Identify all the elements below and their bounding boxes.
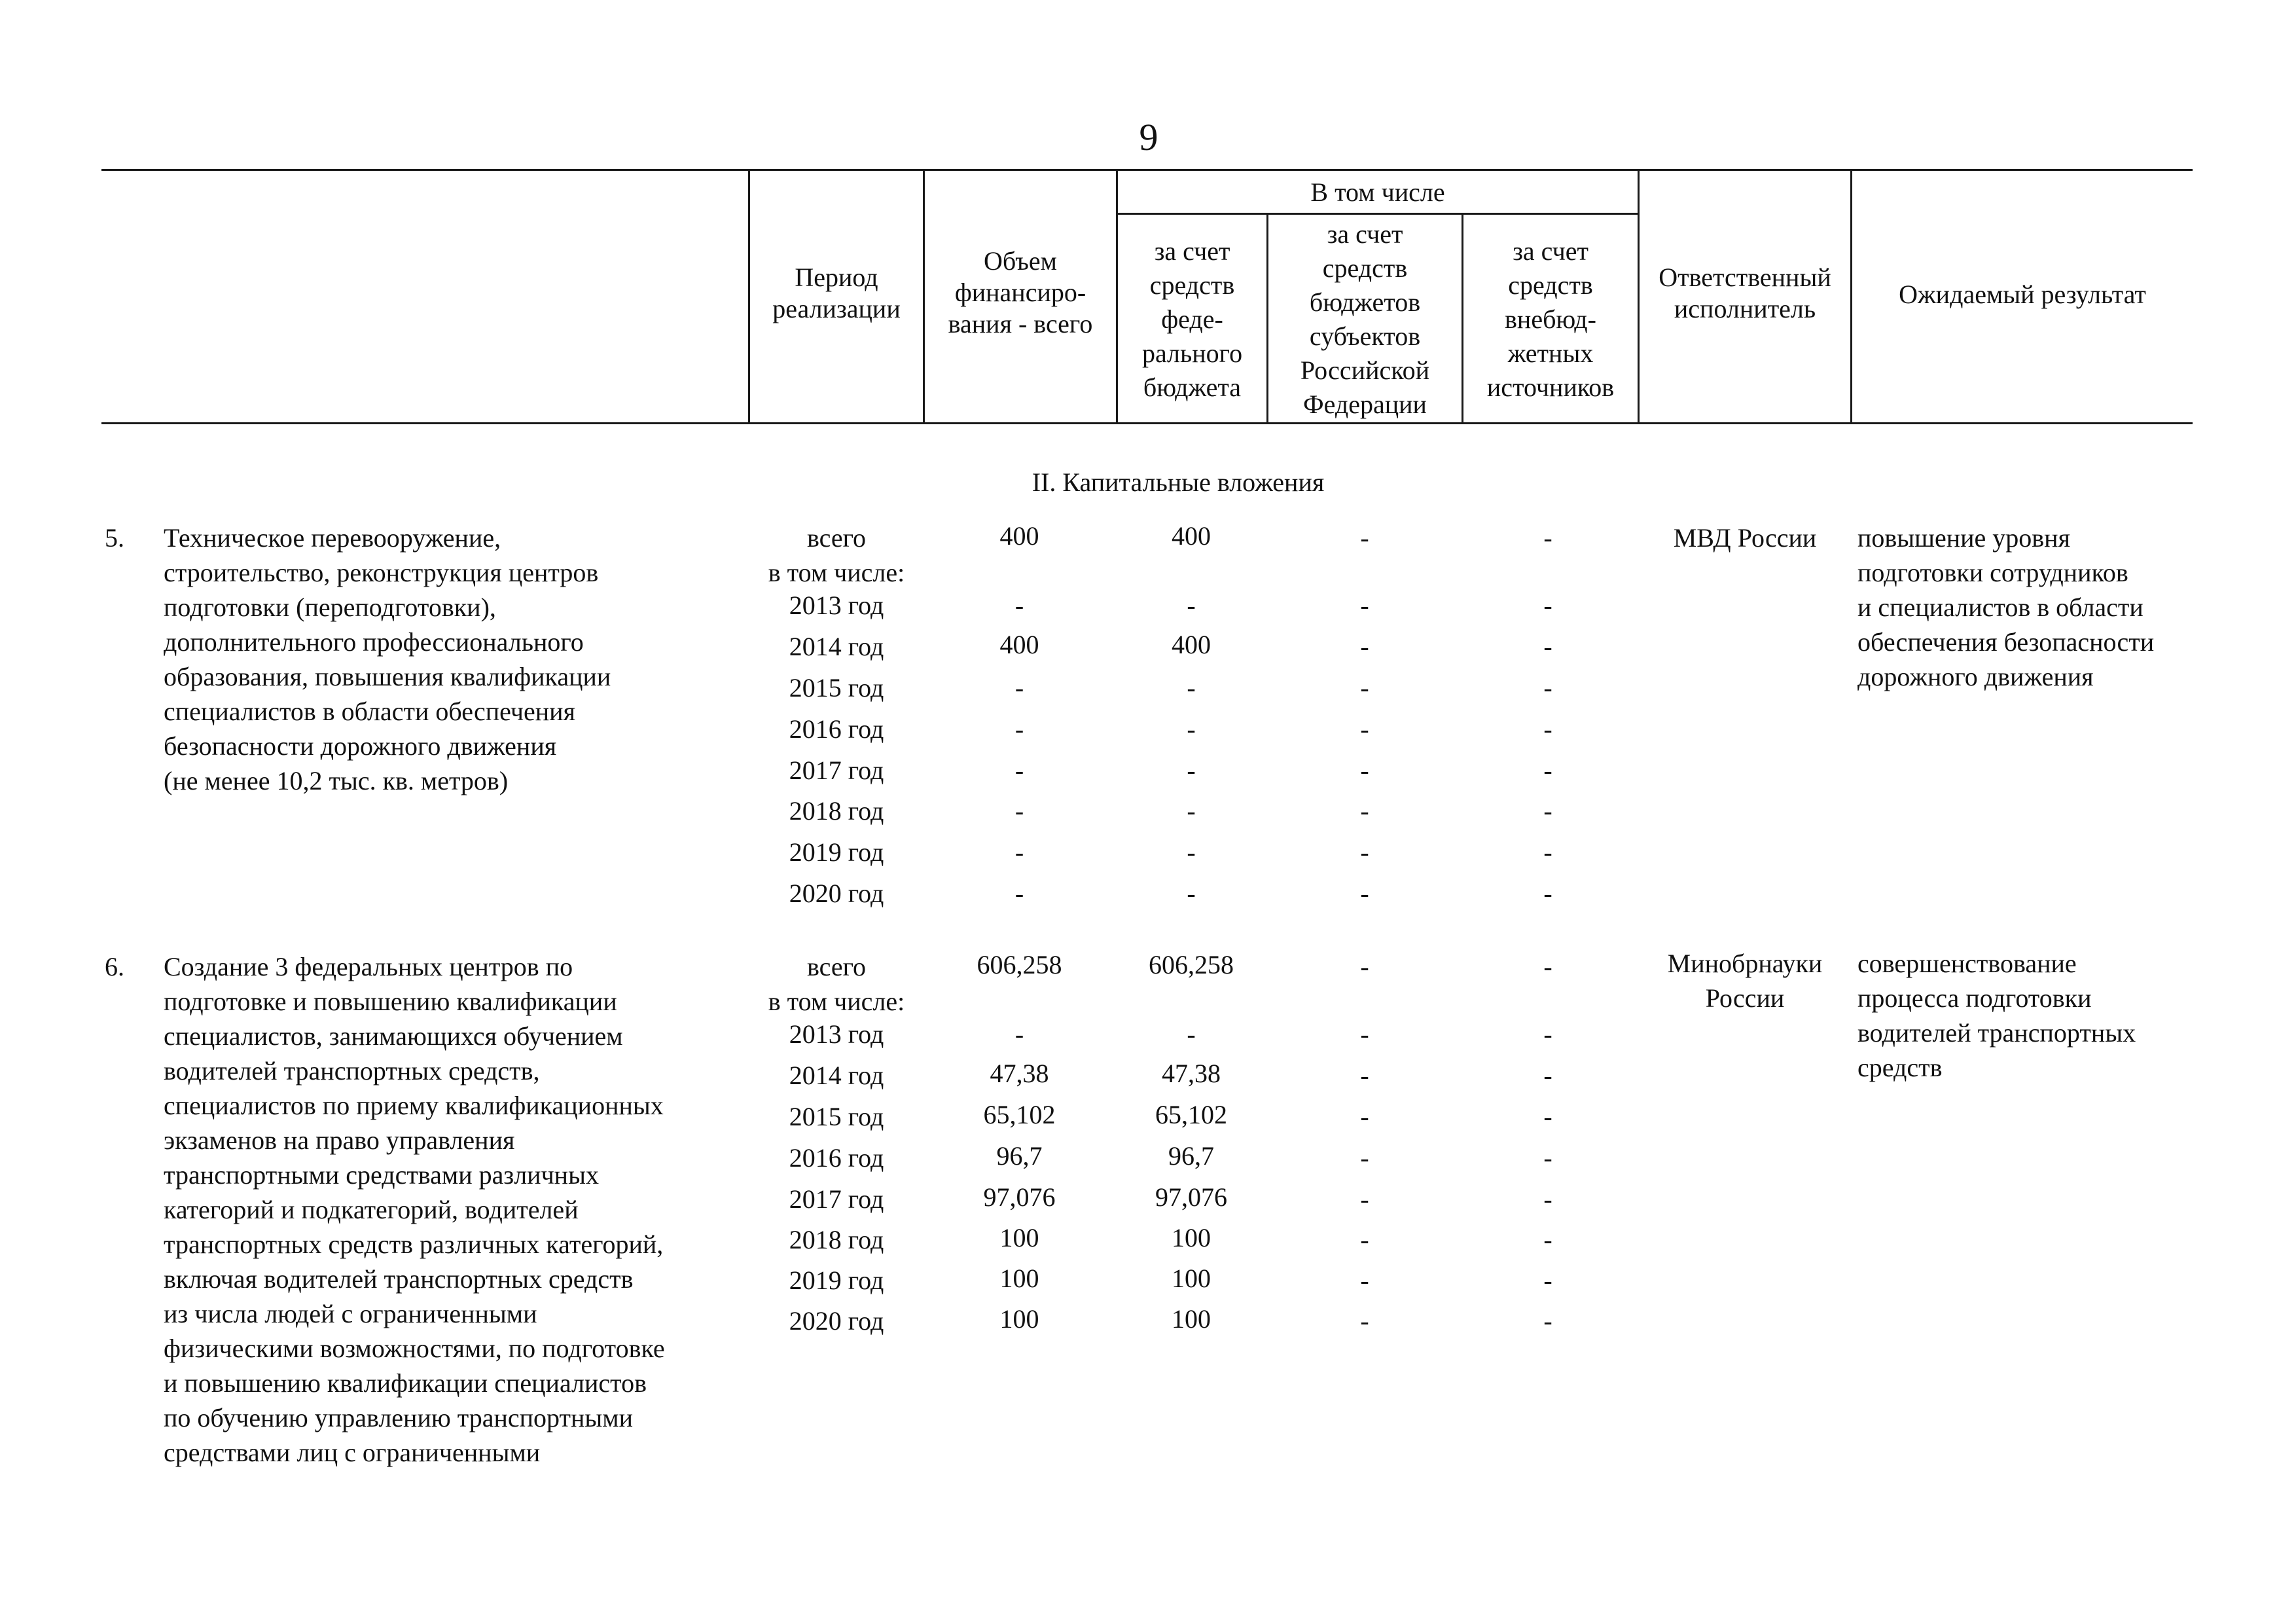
year-volume: 97,076 xyxy=(983,1182,1056,1212)
year-regional: - xyxy=(1360,632,1369,661)
year-label: 2016 год xyxy=(789,714,884,744)
year-extra: - xyxy=(1543,796,1552,826)
year-regional: - xyxy=(1360,1061,1369,1090)
year-regional: - xyxy=(1360,591,1369,620)
year-regional: - xyxy=(1360,837,1369,867)
year-federal: - xyxy=(1187,879,1196,908)
header-extrabudget: за счет средств внебюд- жетных источников xyxy=(1486,236,1615,402)
year-regional: - xyxy=(1360,1184,1369,1214)
year-extra: - xyxy=(1543,673,1552,702)
year-volume: - xyxy=(1014,796,1024,826)
year-label: 2020 год xyxy=(789,879,884,908)
year-volume: - xyxy=(1014,673,1024,702)
year-volume: 96,7 xyxy=(996,1141,1043,1171)
year-volume: - xyxy=(1014,714,1024,744)
period-including: в том числе: xyxy=(768,987,905,1016)
header-volume: Объем финансиро- вания - всего xyxy=(948,246,1093,338)
year-federal: 97,076 xyxy=(1155,1182,1227,1212)
year-federal: 100 xyxy=(1172,1264,1211,1293)
year-volume: 100 xyxy=(999,1223,1039,1252)
header-period: Период реализации xyxy=(772,263,901,323)
year-regional: - xyxy=(1360,673,1369,702)
year-extra: - xyxy=(1543,756,1552,785)
extra-total: - xyxy=(1543,523,1552,553)
year-regional: - xyxy=(1360,1102,1369,1131)
year-regional: - xyxy=(1360,1306,1369,1336)
year-volume: - xyxy=(1014,756,1024,785)
year-label: 2013 год xyxy=(789,591,884,620)
row-description: Техническое перевооружение, строительство, реконструкция центров подготовки (переподготовки), дополнительного профессионального образования, повышения квалификации специалистов в области обеспечения безопасности дорожного движения (не менее 10,2 тыс. кв. метров) xyxy=(164,523,611,795)
header-bottom-rule xyxy=(101,422,2193,424)
row-executor: Минобрнауки России xyxy=(1667,949,1823,1013)
row-description: Создание 3 федеральных центров по подготовке и повышению квалификации специалистов, занимающихся обучением водителей транспортных средств, специалистов по приему квалификационных экзаменов на право управления транспортными средствами различных категорий и подкатегорий, водителей транспортных средств различных категорий, включая водителей транспортных средств из числа людей с ограниченными физическими возможностями, по подготовке и повышению квалификации специалистов по обучению управлению транспортными средствами лиц с ограниченными xyxy=(164,952,665,1467)
header-regional: за счет средств бюджетов субъектов Российской Федерации xyxy=(1300,219,1430,419)
header-executor: Ответственный исполнитель xyxy=(1659,263,1831,323)
year-federal: 47,38 xyxy=(1162,1059,1221,1088)
year-federal: - xyxy=(1187,756,1196,785)
year-label: 2019 год xyxy=(789,837,884,867)
year-label: 2013 год xyxy=(789,1019,884,1049)
volume-total: 606,258 xyxy=(977,950,1062,979)
year-extra: - xyxy=(1543,1266,1552,1295)
header-result: Ожидаемый результат xyxy=(1899,280,2146,309)
row-result: повышение уровня подготовки сотрудников и специалистов в области обеспечения безопасности дорожного движения xyxy=(1857,523,2155,691)
year-federal: 100 xyxy=(1172,1223,1211,1252)
year-federal: - xyxy=(1187,837,1196,867)
header-top-rule xyxy=(101,169,2193,171)
year-extra: - xyxy=(1543,1019,1552,1049)
page-number: 9 xyxy=(1139,116,1158,158)
year-extra: - xyxy=(1543,632,1552,661)
period-total: всего xyxy=(806,523,867,553)
year-federal: - xyxy=(1187,673,1196,702)
year-extra: - xyxy=(1543,1184,1552,1214)
section-title: II. Капитальные вложения xyxy=(1031,467,1325,497)
year-label: 2019 год xyxy=(789,1266,884,1295)
year-regional: - xyxy=(1360,1019,1369,1049)
year-regional: - xyxy=(1360,879,1369,908)
year-volume: 400 xyxy=(999,630,1039,659)
year-label: 2020 год xyxy=(789,1306,884,1336)
year-extra: - xyxy=(1543,1061,1552,1090)
year-federal: - xyxy=(1187,714,1196,744)
year-volume: 47,38 xyxy=(990,1059,1049,1088)
row-executor: МВД России xyxy=(1673,523,1817,553)
year-regional: - xyxy=(1360,1143,1369,1173)
year-label: 2017 год xyxy=(789,756,884,785)
year-label: 2016 год xyxy=(789,1143,884,1173)
year-regional: - xyxy=(1360,714,1369,744)
period-including: в том числе: xyxy=(768,558,905,587)
year-federal: - xyxy=(1187,1019,1196,1049)
regional-total: - xyxy=(1360,952,1369,981)
federal-total: 400 xyxy=(1172,521,1211,551)
year-label: 2017 год xyxy=(789,1184,884,1214)
year-volume: 65,102 xyxy=(983,1100,1056,1129)
year-label: 2014 год xyxy=(789,632,884,661)
header-including: В том числе xyxy=(1310,177,1445,207)
volume-total: 400 xyxy=(999,521,1039,551)
year-volume: - xyxy=(1014,1019,1024,1049)
year-label: 2018 год xyxy=(789,1225,884,1254)
year-label: 2015 год xyxy=(789,673,884,702)
row-number: 5. xyxy=(105,523,124,553)
federal-total: 606,258 xyxy=(1149,950,1234,979)
year-volume: - xyxy=(1014,837,1024,867)
year-federal: 96,7 xyxy=(1168,1141,1214,1171)
row-number: 6. xyxy=(105,952,124,981)
year-label: 2014 год xyxy=(789,1061,884,1090)
year-regional: - xyxy=(1360,756,1369,785)
regional-total: - xyxy=(1360,523,1369,553)
header-federal: за счет средств феде- рального бюджета xyxy=(1141,236,1243,402)
year-volume: - xyxy=(1014,879,1024,908)
year-label: 2015 год xyxy=(789,1102,884,1131)
including-rule xyxy=(1116,213,1640,215)
year-extra: - xyxy=(1543,879,1552,908)
year-federal: 100 xyxy=(1172,1304,1211,1334)
year-extra: - xyxy=(1543,1306,1552,1336)
year-regional: - xyxy=(1360,1225,1369,1254)
year-extra: - xyxy=(1543,714,1552,744)
period-total: всего xyxy=(806,952,867,981)
extra-total: - xyxy=(1543,952,1552,981)
row-result: совершенствование процесса подготовки водителей транспортных средств xyxy=(1857,949,2136,1082)
year-federal: 400 xyxy=(1172,630,1211,659)
year-federal: - xyxy=(1187,796,1196,826)
year-volume: 100 xyxy=(999,1304,1039,1334)
year-extra: - xyxy=(1543,837,1552,867)
year-label: 2018 год xyxy=(789,796,884,826)
year-extra: - xyxy=(1543,1102,1552,1131)
year-extra: - xyxy=(1543,1225,1552,1254)
year-federal: - xyxy=(1187,591,1196,620)
year-regional: - xyxy=(1360,796,1369,826)
year-extra: - xyxy=(1543,591,1552,620)
year-extra: - xyxy=(1543,1143,1552,1173)
year-regional: - xyxy=(1360,1266,1369,1295)
year-federal: 65,102 xyxy=(1155,1100,1227,1129)
year-volume: - xyxy=(1014,591,1024,620)
year-volume: 100 xyxy=(999,1264,1039,1293)
